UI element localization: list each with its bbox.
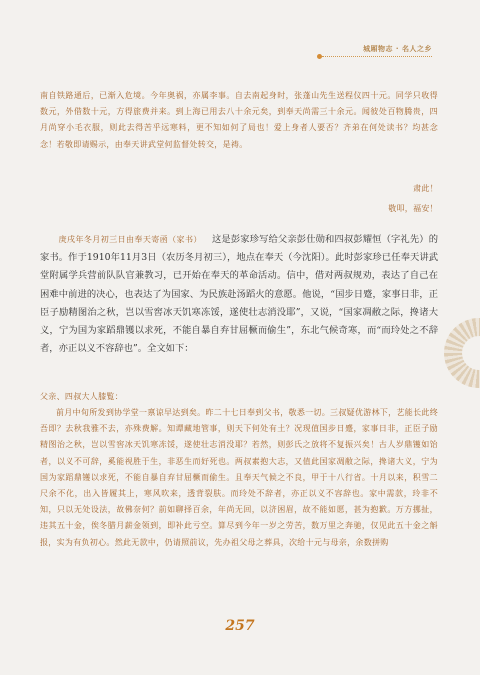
- page-number: 257: [225, 618, 255, 634]
- section-intro: [40, 231, 438, 358]
- section-title: 庚戌年冬月初三日由奉天寄函（家书）: [58, 235, 202, 244]
- header-title: 城厢物志 · 名人之乡: [362, 45, 432, 53]
- header-dotted-rule: [322, 56, 432, 57]
- letter-body: 前月中旬所发到协学堂一禀谅早达到矣。昨二十七日奉到父书，敬悉一切。三叔疑优游林下，艺能长此终吾即？去秋我雅不去，亦殊费解。知谭藏地管事，则天下何处有土？况现值国步日蹙，家事日非，正臣子励精图治之秋，岂以雪窖冰天饥寒冻馁，遂使壮志消没耶？若然，则彭氏之放将不复振兴矣！古人岁鼎镬如饴者，以义不可辞，奚能视胜于生，非恶生而好死也。两叔素抱大志，又值此国家凋敝之际，搀诸大义，宁为国为家蹈鼎镬以求死，不能自暴自弃甘屈橛而偷生。且奉天气候之不良，甲于十八行省。十月以来，积雪二尺余不化，出入皆履其上，寒风吹来，透背裂肤。而玲处不辞者，亦正以义不容辞也。家中需款，玲非不知，只以无处设法，故佛奈何？前如聊择百余，年尚无回，以济困眉，故不能如愿，甚为抱歉。万方挪扯，违其五十金，俟冬腊月薪金领到，即补此亏空。算尽到今年一岁之劳苦，数万里之奔驰，仅见此五十金之斛报，实为有负初心。然此无款中，仍请照前议，先办祖父母之葬具，次给十元与母亲，余数拼购: [40, 408, 438, 547]
- decorative-rosette: [444, 318, 480, 388]
- letter-end-text: 南自铁路通后，已渐入危境。今年奥祸，亦属李事。自去南起身时，张蓬山先生送程仪四十元。同学只收得数元，外借数十元，方得旅费并来。到上海已用去八十余元矣，到奉天尚需三十余元。闻彼处百物腾贵，四月尚穿小毛衣服，则此去得苦乎远寒料，更不知如何了局也！爱上身者人要否？齐弟在何处读书？均甚念念！若敬即请赐示，由奉天讲武堂何监督处转交，是祷。: [40, 91, 438, 149]
- running-header: [0, 44, 480, 64]
- section-intro-text: 这是彭家珍写给父亲彭仕勋和四叔彭耀恒（字礼先）的家书。作于1910年11月3日（农历冬月初三），地点在奉天（今沈阳）。此时彭家珍已任奉天讲武堂附属学兵营前队队官兼教习，已开始在奉天的革命活动。信中，借对两叔规劝，表达了自己在困难中前进的决心，也表达了为国家、为民族赴汤蹈火的意愿。他说，“国步日蹙，家事日非，正臣子励精图治之秋，岂以雪窖冰天饥寒冻馁，遂使壮志消没耶”，又说，“国家凋敝之际，搀诸大义，宁为国为家蹈鼎镬以求死，不能自暴自弃甘屈橛而偷生”，东北气候奇寒，而“而玲处之不辞者，亦正以义不容辞也”。全文如下：: [40, 234, 438, 355]
- letter-signoff: 敬叩，福安！: [388, 204, 438, 213]
- letter-salutation: 父亲、四叔大人膝覧：: [40, 392, 123, 401]
- letter-closing: 肃此！: [413, 184, 438, 193]
